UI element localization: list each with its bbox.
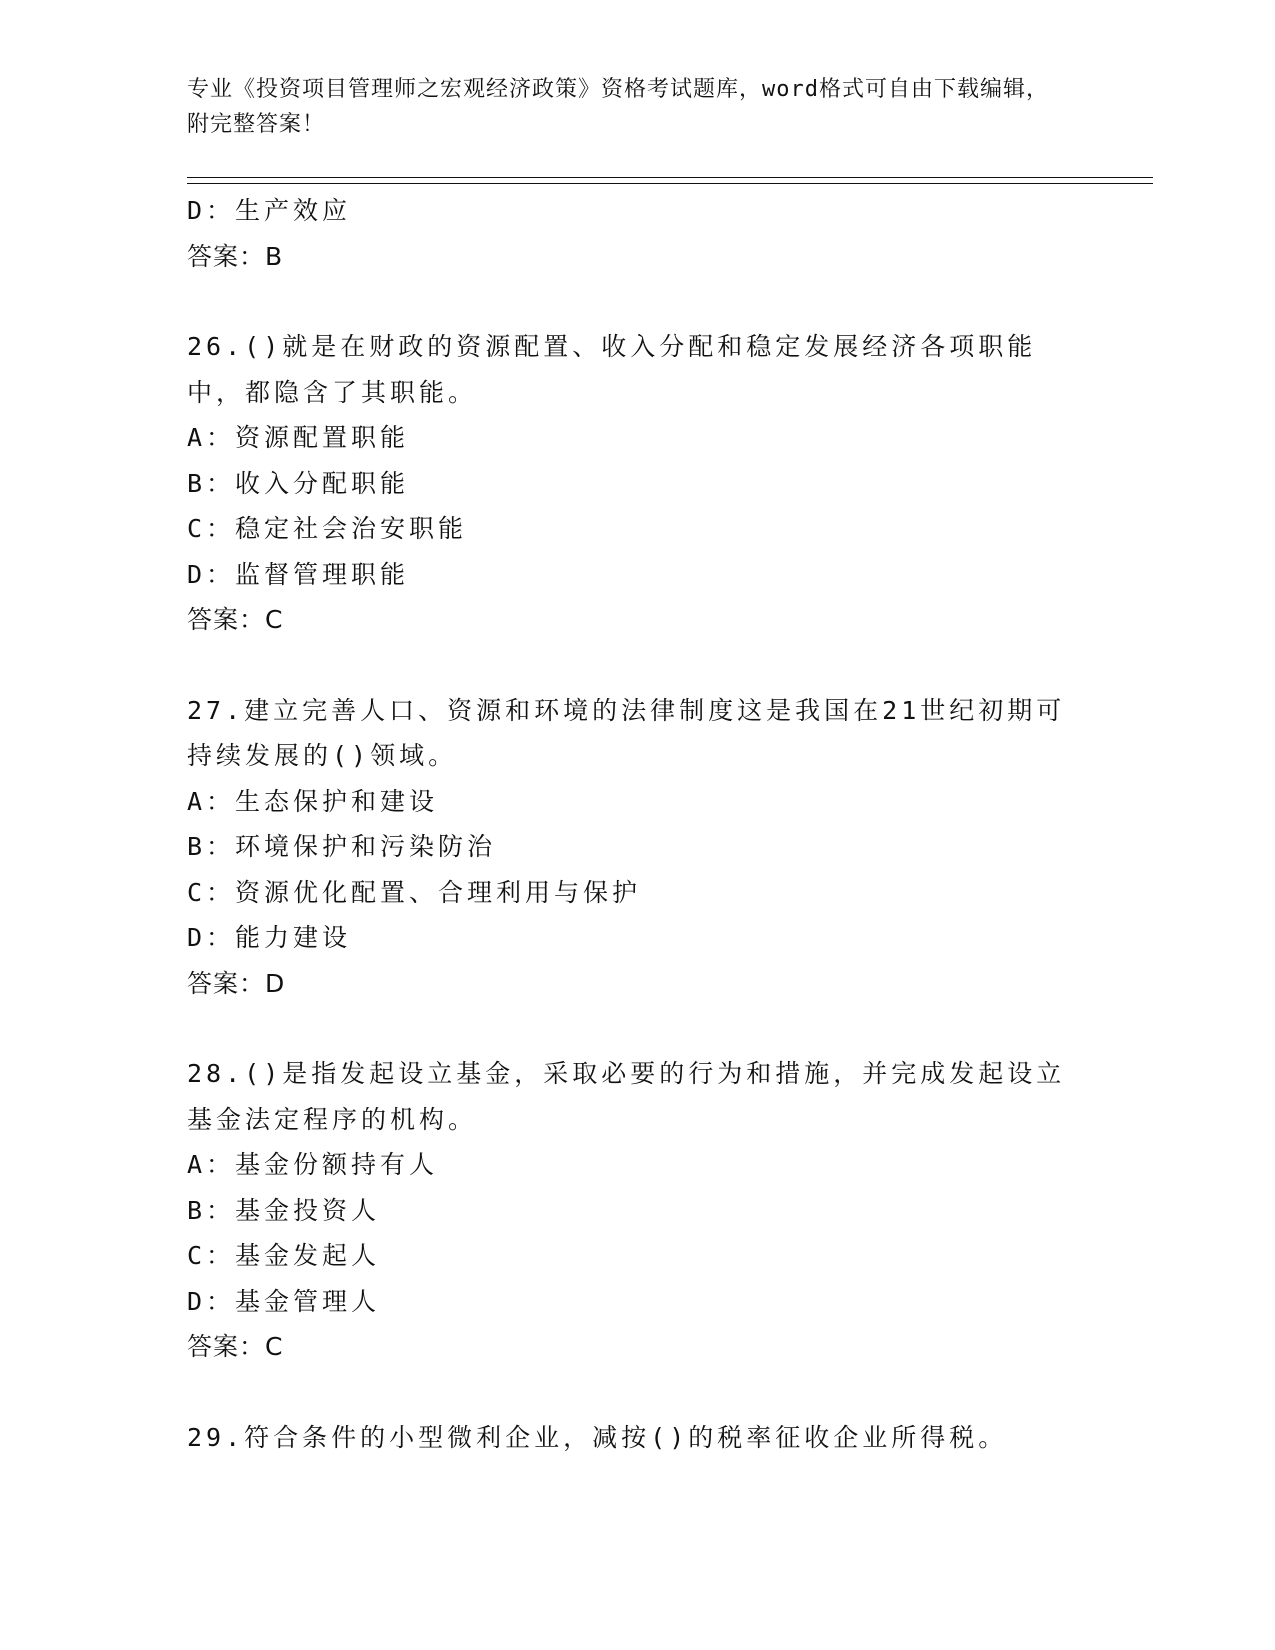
header-intro-text: 专业《投资项目管理师之宏观经济政策》资格考试题库，word格式可自由下载编辑，附完整答案！ (187, 77, 1049, 137)
spacer (187, 279, 1087, 324)
question-block (187, 1051, 1087, 1370)
option-b: B：基金投资人 (187, 1195, 381, 1225)
option-b: B：环境保护和污染防治 (187, 832, 497, 861)
answer: 答案：C (187, 605, 284, 634)
option-a: A：资源配置职能 (187, 423, 410, 452)
option-d: D：能力建设 (187, 923, 352, 952)
question-block (187, 1415, 1087, 1461)
option-a: A：基金份额持有人 (187, 1150, 439, 1179)
question-list (187, 188, 1087, 1460)
option-b: B：收入分配职能 (187, 468, 410, 498)
spacer (187, 1370, 1087, 1415)
question-stem: 26.()就是在财政的资源配置、收入分配和稳定发展经济各项职能中，都隐含了其职能。 (187, 332, 1037, 407)
option-c: C：稳定社会治安职能 (187, 514, 468, 543)
document-header (187, 72, 1067, 142)
header-divider-bottom (187, 183, 1153, 184)
option-d: D：基金管理人 (187, 1286, 381, 1316)
option-c: C：资源优化配置、合理利用与保护 (187, 877, 642, 907)
option-d: D：监督管理职能 (187, 559, 410, 589)
option-a: A：生态保护和建设 (187, 786, 439, 816)
question-block (187, 688, 1087, 1007)
answer: 答案：D (187, 968, 286, 998)
question-block (187, 324, 1087, 643)
question-stem: 28.()是指发起设立基金，采取必要的行为和措施，并完成发起设立基金法定程序的机构。 (187, 1059, 1066, 1134)
spacer (187, 1006, 1087, 1051)
prev-option-d: D：生产效应 (187, 196, 352, 225)
answer: 答案：C (187, 1332, 284, 1361)
question-stem: 29.符合条件的小型微利企业，减按()的税率征收企业所得税。 (187, 1422, 1008, 1452)
header-divider-top (187, 177, 1153, 178)
spacer (187, 643, 1087, 688)
option-c: C：基金发起人 (187, 1241, 381, 1270)
prev-answer: 答案：B (187, 241, 284, 271)
question-stem: 27.建立完善人口、资源和环境的法律制度这是我国在21世纪初期可持续发展的()领域。 (187, 695, 1066, 770)
